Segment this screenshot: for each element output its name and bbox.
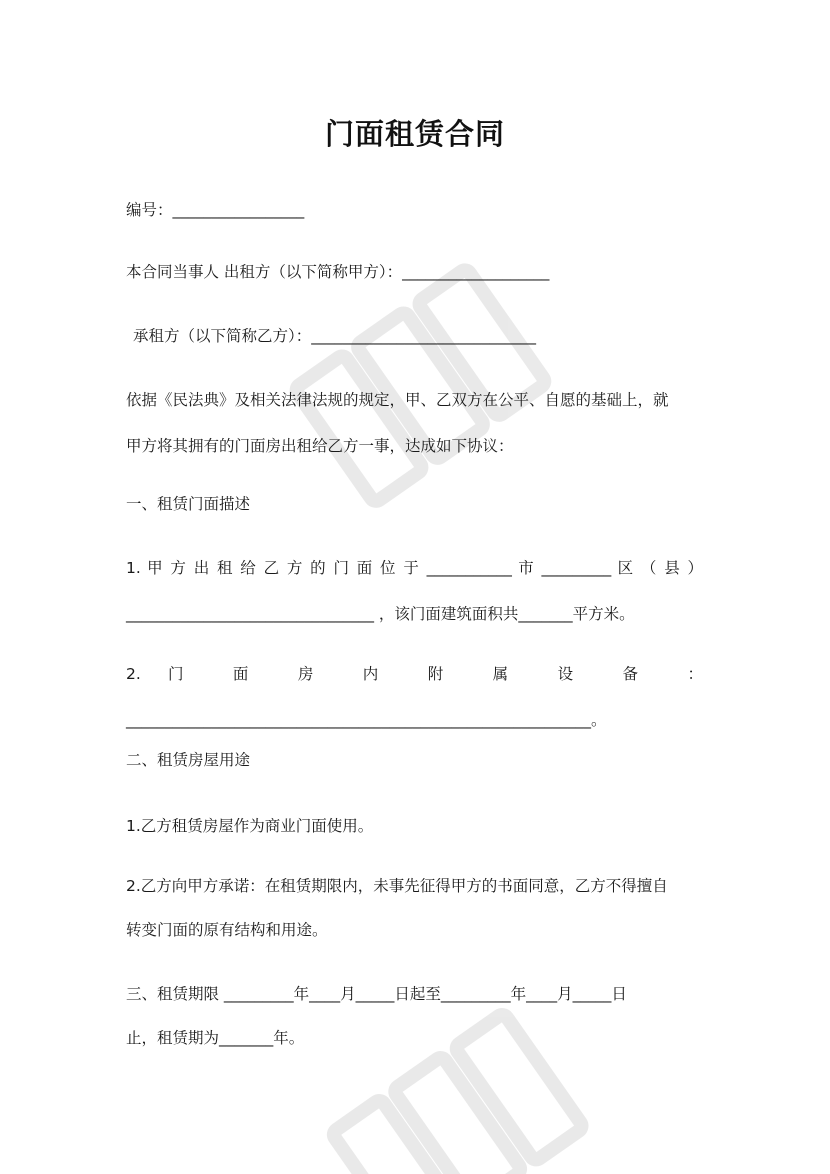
section1-item2-line2: ____________________________________________________________。 (126, 711, 607, 729)
section1-item2-line1: 2. 门 面 房 内 附 属 设 备 ： (126, 665, 703, 683)
section2-item2-line2: 转变门面的原有结构和用途。 (126, 921, 328, 939)
intro-paragraph-line2: 甲方将其拥有的门面房出租给乙方一事，达成如下协议： (126, 437, 514, 455)
intro-paragraph-line1: 依据《民法典》及相关法律法规的规定，甲、乙双方在公平、自愿的基础上，就 (126, 391, 669, 409)
contract-title: 门面租赁合同 (324, 117, 505, 151)
section3-line1: 三、租赁期限 _________年____月_____日起至_________年____月_____日 (126, 985, 627, 1003)
lessee-line: 承租方（以下简称乙方）：_____________________________ (133, 327, 537, 345)
section1-heading: 一、租赁门面描述 (126, 495, 251, 513)
watermark-mark-bottom (332, 1013, 584, 1174)
watermark-mark-middle (294, 268, 546, 503)
section1-item1-line2: ________________________________ ，该门面建筑面积共_______平方米。 (126, 605, 635, 623)
section2-heading: 二、租赁房屋用途 (126, 751, 251, 769)
section1-item1-line1: 1. 甲 方 出 租 给 乙 方 的 门 面 位 于 ___________ 市 _________ 区 （ 县 ） (126, 559, 703, 577)
contract-number-line: 编号：_________________ (126, 201, 305, 219)
section2-item1: 1.乙方租赁房屋作为商业门面使用。 (126, 817, 374, 835)
section2-item2-line1: 2.乙方向甲方承诺：在租赁期限内，未事先征得甲方的书面同意，乙方不得擅自 (126, 877, 668, 895)
section3-line2: 止，租赁期为_______年。 (126, 1029, 305, 1047)
lessor-line: 本合同当事人 出租方（以下简称甲方）：___________________ (126, 263, 550, 281)
